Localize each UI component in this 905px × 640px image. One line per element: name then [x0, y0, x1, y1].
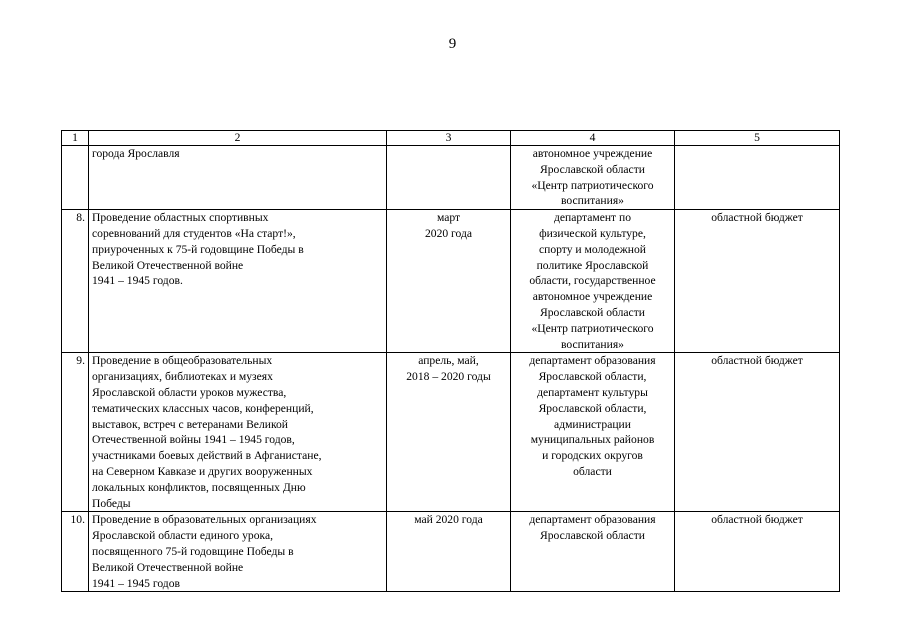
executor-cell-line: спорту и молодежной [539, 242, 646, 256]
funding-source-cell [675, 353, 840, 512]
funding-source-cell-line: областной бюджет [711, 513, 803, 527]
table-row [62, 512, 840, 592]
period-cell-line: май 2020 года [414, 513, 483, 527]
executor-cell-line: области, государственное [529, 274, 656, 288]
event-cell-line: Отечественной войны 1941 – 1945 годов, [92, 433, 295, 447]
executor-cell-line: департамент образования [529, 513, 656, 527]
column-header-3: 3 [387, 131, 511, 146]
funding-source-cell [675, 146, 840, 210]
event-cell-line: на Северном Кавказе и других вооруженных [92, 464, 313, 478]
table-row [62, 353, 840, 512]
executor-cell-line: департамент образования [529, 354, 656, 368]
row-number [62, 146, 89, 210]
executor-cell-line: и городских округов [542, 449, 643, 463]
funding-source-cell-line: областной бюджет [711, 354, 803, 368]
event-cell-line: Ярославской области уроков мужества, [92, 385, 287, 399]
executor-cell [511, 512, 675, 592]
event-cell-line: соревнований для студентов «На старт!», [92, 226, 296, 240]
executor-cell-line: воспитания» [561, 194, 624, 208]
executor-cell-line: политике Ярославской [536, 258, 649, 272]
executor-cell-line: автономное учреждение [532, 147, 653, 160]
event-cell-line: Победы [92, 496, 131, 510]
executor-cell-line: администрации [554, 417, 631, 431]
event-cell-line: города Ярославля [92, 147, 180, 160]
event-cell-line: Проведение в образовательных организациях [92, 513, 317, 527]
funding-source-cell [675, 210, 840, 353]
event-cell-line: приуроченных к 75-й годовщине Победы в [92, 242, 304, 256]
period-cell-line: 2020 года [424, 226, 473, 240]
event-cell [89, 512, 387, 592]
event-cell [89, 353, 387, 512]
column-header-4: 4 [511, 131, 675, 146]
executor-cell-line: области [573, 464, 612, 478]
period-cell-line: 2018 – 2020 годы [406, 370, 491, 384]
row-number: 8. [62, 210, 89, 353]
event-cell-line: участниками боевых действий в Афганистане, [92, 449, 322, 463]
event-cell-line: посвященного 75-й годовщине Победы в [92, 544, 294, 558]
period-cell [387, 146, 511, 210]
event-cell-line: Проведение в общеобразовательных [92, 354, 273, 368]
table-row [62, 146, 840, 210]
column-header-1: 1 [62, 131, 89, 146]
event-cell-line: тематических классных часов, конференций, [92, 401, 314, 415]
period-cell [387, 512, 511, 592]
page-number: 9 [448, 36, 457, 52]
table-body [62, 146, 840, 592]
table-row [62, 210, 840, 353]
row-number: 9. [62, 353, 89, 512]
column-header-2: 2 [89, 131, 387, 146]
executor-cell-line: Ярославской области, [538, 370, 647, 384]
executor-cell-line: Ярославской области, [538, 401, 647, 415]
executor-cell-line: воспитания» [561, 337, 624, 351]
table-header-row [62, 131, 840, 146]
executor-cell [511, 210, 675, 353]
column-header-5: 5 [675, 131, 840, 146]
executor-cell-line: департамент культуры [537, 385, 648, 399]
event-cell [89, 146, 387, 210]
measures-table [61, 130, 840, 592]
period-cell [387, 210, 511, 353]
executor-cell-line: Ярославской области [540, 305, 645, 319]
executor-cell [511, 353, 675, 512]
period-cell-line: апрель, май, [418, 354, 479, 368]
executor-cell-line: Ярославской области [540, 529, 645, 543]
event-cell-line: Ярославской области единого урока, [92, 529, 273, 543]
funding-source-cell-line: областной бюджет [711, 211, 803, 225]
executor-cell-line: Ярославской области [540, 162, 645, 176]
executor-cell-line: физической культуре, [539, 226, 646, 240]
executor-cell-line: «Центр патриотического [531, 178, 654, 192]
funding-source-cell [675, 512, 840, 592]
executor-cell-line: департамент по [553, 211, 632, 225]
executor-cell-line: муниципальных районов [530, 433, 655, 447]
executor-cell-line: автономное учреждение [532, 290, 653, 304]
event-cell-line: 1941 – 1945 годов. [92, 274, 183, 288]
event-cell-line: Великой Отечественной войне [92, 258, 244, 272]
executor-cell-line: «Центр патриотического [531, 321, 654, 335]
event-cell-line: организациях, библиотеках и музеях [92, 370, 273, 384]
event-cell [89, 210, 387, 353]
period-cell [387, 353, 511, 512]
event-cell-line: выставок, встреч с ветеранами Великой [92, 417, 288, 431]
event-cell-line: локальных конфликтов, посвященных Дню [92, 480, 306, 494]
row-number: 10. [62, 512, 89, 592]
executor-cell [511, 146, 675, 210]
event-cell-line: Великой Отечественной войне [92, 560, 244, 574]
event-cell-line: Проведение областных спортивных [92, 211, 269, 225]
event-cell-line: 1941 – 1945 годов [92, 576, 180, 590]
period-cell-line: март [436, 211, 461, 225]
